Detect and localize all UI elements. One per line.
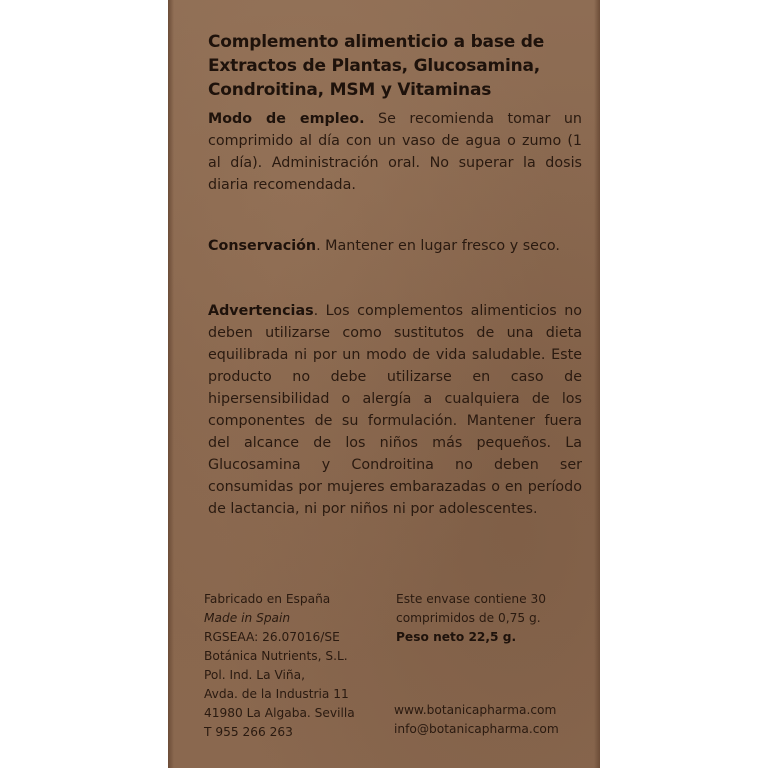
net-weight: Peso neto 22,5 g. bbox=[396, 630, 517, 644]
contact-web bbox=[394, 701, 559, 739]
product-label bbox=[168, 0, 600, 768]
made-in-en: Made in Spain bbox=[204, 611, 291, 625]
contents-line-1: Este envase contiene 30 bbox=[396, 592, 546, 606]
website-url: www.botanicapharma.com bbox=[394, 703, 557, 717]
warnings-label: Advertencias bbox=[208, 303, 314, 319]
product-heading: Complemento alimenticio a base de Extractos de Plantas, Glucosamina, Condroitina, MSM y Vitaminas bbox=[208, 32, 545, 100]
label-right-edge bbox=[594, 0, 600, 768]
label-left-edge bbox=[168, 0, 174, 768]
storage-paragraph bbox=[208, 235, 582, 257]
registry-number: RGSEAA: 26.07016/SE bbox=[204, 630, 340, 644]
warnings-text: . Los complementos alimenticios no deben utilizarse como sustitutos de una dieta equilibrada ni por un modo de vida saludable. Este producto no debe utilizarse en caso de hipersensibilidad o alergía a cualquiera de los componentes de su formulación. Mantener fuera del alcance de los niños más pequeños. La Glucosamina y Condroitina no deben ser consumidas por mujeres embarazadas o en período de lactancia, ni por niños ni por adolescentes. bbox=[208, 303, 582, 517]
storage-text: . Mantener en lugar fresco y seco. bbox=[316, 238, 560, 254]
address-estate: Pol. Ind. La Viña, bbox=[204, 668, 305, 682]
usage-text: Se recomienda tomar un comprimido al día con un vaso de agua o zumo (1 al día). Administración oral. No superar la dosis diaria recomendada. bbox=[208, 111, 582, 193]
phone-number: T 955 266 263 bbox=[204, 725, 293, 739]
company-name: Botánica Nutrients, S.L. bbox=[204, 649, 348, 663]
address-street: Avda. de la Industria 11 bbox=[204, 687, 349, 701]
made-in-es: Fabricado en España bbox=[204, 592, 331, 606]
contents-line-2: comprimidos de 0,75 g. bbox=[396, 611, 541, 625]
package-contents bbox=[396, 590, 546, 647]
storage-label: Conservación bbox=[208, 238, 317, 254]
contact-email: info@botanicapharma.com bbox=[394, 722, 559, 736]
warnings-paragraph bbox=[208, 300, 582, 520]
address-city: 41980 La Algaba. Sevilla bbox=[204, 706, 355, 720]
usage-label: Modo de empleo. bbox=[208, 111, 365, 127]
manufacturer-info bbox=[204, 590, 355, 742]
usage-paragraph bbox=[208, 108, 582, 196]
